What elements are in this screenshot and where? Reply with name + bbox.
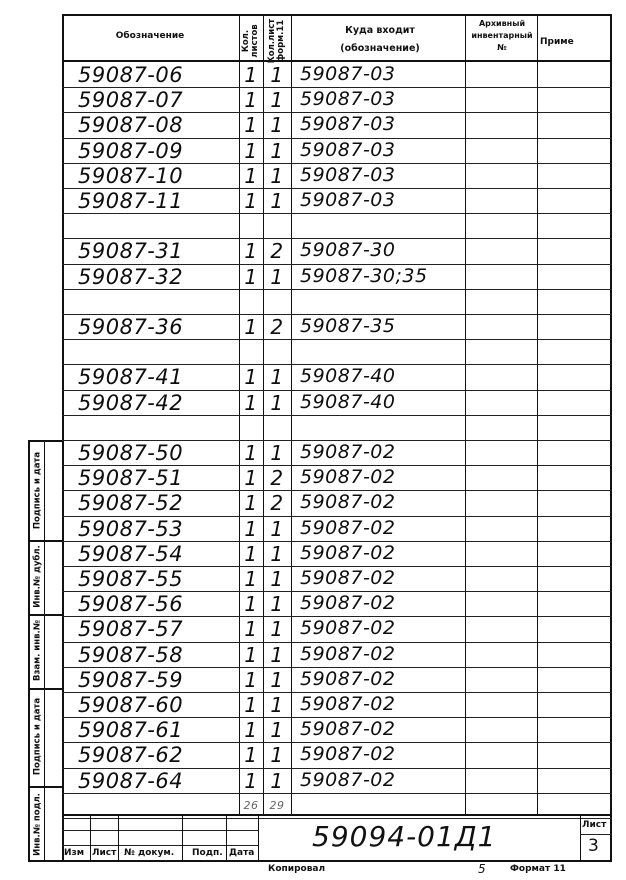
row-where-used: 59087-02 (300, 693, 396, 715)
tb-sign: Подп. (192, 848, 223, 858)
row-qty-sheets: 1 (244, 667, 258, 692)
row-where-used: 59087-03 (300, 138, 396, 161)
row-qty-format: 1 (270, 567, 284, 591)
row-qty-sheets: 1 (244, 516, 258, 541)
row-qty-format: 1 (270, 693, 284, 717)
row-qty-sheets: 1 (244, 743, 258, 768)
tb-line-6 (580, 814, 581, 862)
row-qty-sheets: 1 (244, 541, 258, 566)
tb-izm: Изм (64, 848, 85, 858)
header-bottom-line (62, 60, 612, 62)
row-code: 59087-50 (78, 441, 184, 465)
row-qty-format: 1 (270, 541, 284, 566)
row-qty-format: 29 (269, 798, 285, 812)
row-where-used: 59087-03 (300, 113, 396, 136)
row-qty-format: 2 (270, 315, 284, 339)
row-where-used: 59087-40 (300, 365, 396, 388)
row-qty-sheets: 1 (244, 592, 258, 617)
row-where-used: 59087-02 (300, 718, 396, 741)
row-where-used: 59087-03 (300, 88, 396, 111)
row-line (62, 415, 612, 416)
row-code: 59087-11 (78, 189, 184, 213)
side-label-sign-date-2: Подпись и дата (32, 697, 43, 776)
row-code: 59087-54 (78, 541, 184, 566)
row-where-used: 59087-02 (300, 592, 396, 615)
row-code: 59087-61 (78, 718, 184, 743)
row-line (62, 289, 612, 290)
row-code: 59087-06 (78, 63, 184, 87)
row-code: 59087-52 (78, 491, 184, 516)
row-line (62, 339, 612, 340)
row-qty-format: 1 (270, 138, 284, 163)
row-line (62, 818, 612, 819)
footer-mark: 5 (478, 862, 486, 876)
row-code: 59087-09 (78, 138, 184, 163)
tb-doc-num: № докум. (124, 848, 175, 858)
sheet-label: Лист (582, 820, 607, 830)
title-top-line (62, 814, 612, 816)
row-qty-format: 1 (270, 189, 284, 213)
side-label-dup-inv: Инв.№ дубл. (32, 545, 43, 608)
row-qty-format: 1 (270, 768, 284, 793)
row-qty-sheets: 1 (244, 239, 258, 264)
row-where-used: 59087-03 (300, 63, 396, 85)
row-qty-format: 1 (270, 642, 284, 667)
row-code: 59087-32 (78, 264, 184, 289)
tb-list: Лист (92, 848, 117, 858)
row-qty-sheets: 1 (244, 365, 258, 390)
row-qty-sheets: 1 (244, 138, 258, 163)
footer-format: Формат 11 (510, 864, 566, 874)
row-qty-format: 1 (270, 592, 284, 617)
row-qty-sheets: 1 (244, 441, 258, 465)
row-qty-sheets: 1 (244, 491, 258, 516)
row-where-used: 59087-02 (300, 516, 396, 539)
row-where-used: 59087-02 (300, 541, 396, 564)
row-qty-sheets: 1 (244, 264, 258, 289)
row-where-used: 59087-02 (300, 491, 396, 514)
tb-line-4 (226, 814, 227, 862)
row-qty-format: 1 (270, 163, 284, 188)
row-qty-format: 2 (270, 239, 284, 264)
row-code: 59087-36 (78, 315, 184, 339)
row-qty-format: 1 (270, 667, 284, 692)
row-qty-format: 1 (270, 743, 284, 768)
tb-date: Дата (229, 848, 255, 858)
row-code: 59087-60 (78, 693, 184, 717)
row-qty-sheets: 1 (244, 768, 258, 793)
row-where-used: 59087-30 (300, 239, 396, 262)
side-strip-divider (44, 440, 45, 862)
row-qty-format: 1 (270, 264, 284, 289)
row-qty-format: 1 (270, 113, 284, 138)
sheet-number: 3 (588, 836, 599, 856)
tb-sheet-line (580, 834, 612, 835)
row-qty-format: 1 (270, 718, 284, 743)
row-qty-sheets: 1 (244, 617, 258, 642)
row-qty-sheets: 1 (244, 466, 258, 491)
row-qty-sheets: 1 (244, 693, 258, 717)
row-qty-format: 1 (270, 441, 284, 465)
row-where-used: 59087-30;35 (300, 264, 428, 287)
tb-line-2 (118, 814, 119, 862)
footer-copied: Копировал (268, 864, 326, 874)
row-where-used: 59087-02 (300, 441, 396, 463)
row-where-used: 59087-03 (300, 163, 396, 186)
row-code: 59087-08 (78, 113, 184, 138)
header-archive: Архивный инвентарный № (471, 19, 533, 52)
row-code: 59087-07 (78, 88, 184, 113)
header-where-used: Куда входит (обозначение) (340, 25, 420, 54)
row-line (62, 213, 612, 214)
row-code: 59087-64 (78, 768, 184, 793)
header-qty-sheets: Кол. листов (241, 24, 260, 58)
row-code: 59087-31 (78, 239, 184, 264)
tb-line-3 (182, 814, 183, 862)
row-qty-sheets: 1 (244, 315, 258, 339)
row-where-used: 59087-02 (300, 617, 396, 640)
row-qty-sheets: 1 (244, 642, 258, 667)
row-qty-format: 1 (270, 88, 284, 113)
row-qty-format: 2 (270, 466, 284, 491)
row-qty-format: 2 (270, 491, 284, 516)
document-code: 59094-01Д1 (312, 820, 497, 853)
row-qty-sheets: 1 (244, 189, 258, 213)
row-code: 59087-51 (78, 466, 184, 491)
row-qty-format: 1 (270, 516, 284, 541)
row-where-used: 59087-02 (300, 642, 396, 665)
row-qty-sheets: 1 (244, 163, 258, 188)
row-code: 59087-53 (78, 516, 184, 541)
header-note: Приме (540, 37, 574, 47)
row-code: 59087-58 (78, 642, 184, 667)
row-qty-sheets: 1 (244, 718, 258, 743)
row-code: 59087-59 (78, 667, 184, 692)
row-qty-sheets: 1 (244, 63, 258, 87)
tb-line-1 (90, 814, 91, 862)
row-where-used: 59087-35 (300, 315, 396, 337)
row-code: 59087-56 (78, 592, 184, 617)
row-code: 59087-42 (78, 390, 184, 415)
row-qty-sheets: 1 (244, 567, 258, 591)
row-where-used: 59087-02 (300, 567, 396, 589)
row-qty-format: 1 (270, 617, 284, 642)
row-code: 59087-57 (78, 617, 184, 642)
row-where-used: 59087-40 (300, 390, 396, 413)
header-designation: Обозначение (115, 31, 185, 41)
row-qty-sheets: 1 (244, 113, 258, 138)
row-where-used: 59087-02 (300, 743, 396, 766)
side-label-orig-inv: Инв.№ подл. (32, 793, 43, 856)
row-qty-format: 1 (270, 365, 284, 390)
side-label-replace-inv: Взам. инв.№ (32, 620, 43, 681)
row-qty-sheets: 1 (244, 88, 258, 113)
title-mid-line-2 (62, 845, 258, 846)
tb-line-5 (258, 814, 259, 862)
row-line (62, 793, 612, 794)
row-qty-sheets: 26 (243, 798, 259, 812)
row-qty-format: 1 (270, 63, 284, 87)
row-qty-sheets: 1 (244, 390, 258, 415)
side-label-sign-date-1: Подпись и дата (32, 451, 43, 530)
row-code: 59087-55 (78, 567, 184, 591)
row-where-used: 59087-02 (300, 466, 396, 489)
row-where-used: 59087-02 (300, 667, 396, 690)
row-where-used: 59087-02 (300, 768, 396, 791)
row-code: 59087-62 (78, 743, 184, 768)
row-where-used: 59087-03 (300, 189, 396, 211)
title-mid-line (62, 830, 258, 831)
header-qty-format: Кол.лист форм.11 (267, 18, 286, 64)
row-code: 59087-41 (78, 365, 184, 390)
row-qty-format: 1 (270, 390, 284, 415)
row-code: 59087-10 (78, 163, 184, 188)
